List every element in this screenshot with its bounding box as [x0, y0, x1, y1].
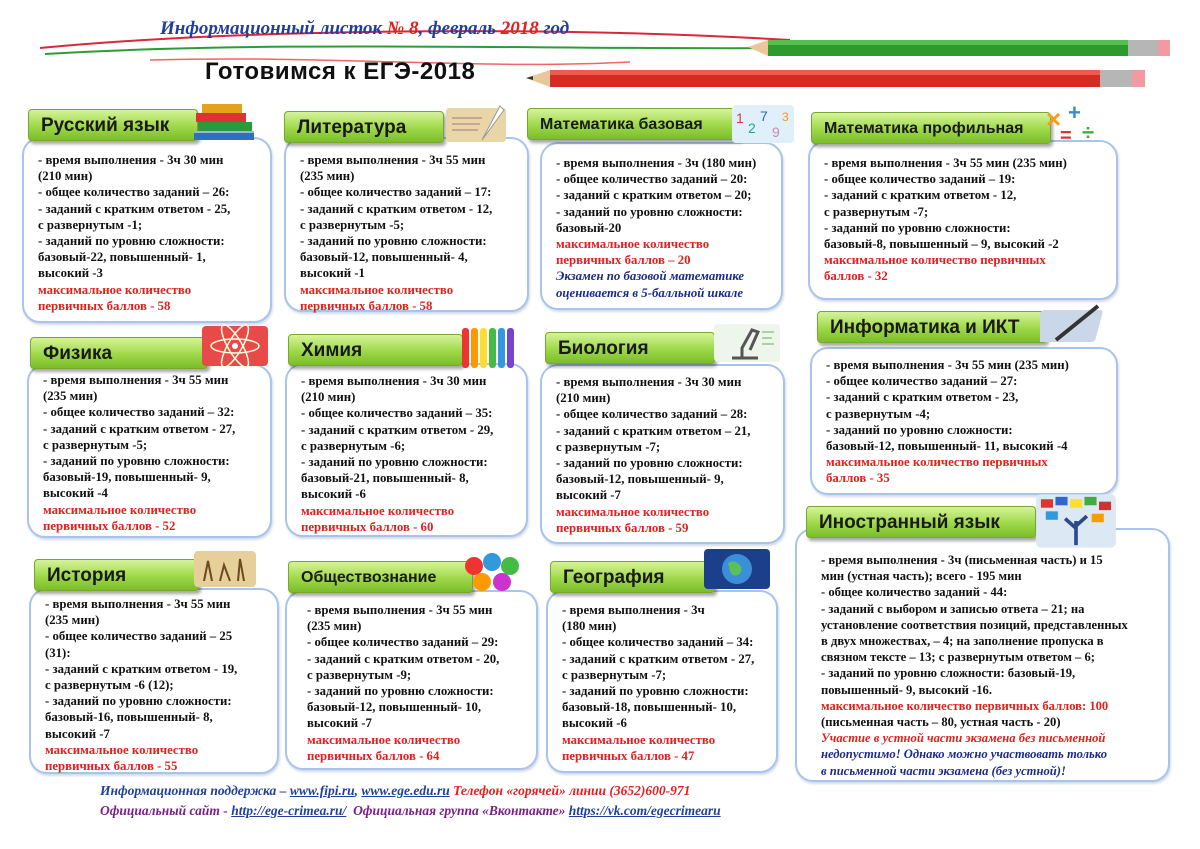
info-sheet-heading: Информационный листок № 8, февраль 2018 год	[160, 18, 570, 39]
card-foreign: - время выполнения - 3ч (письменная часть) и 15 мин (устная часть); всего - 195 мин - общее количество заданий - 44: - заданий с выбором и записью ответа – 21; на установление соответствия позиций, представленных в двух множествах, – 4; на заполнение пропуска в связном тексте – 13; с развернутым ответом – 6; - заданий по уровню сложности: базовый-19, повышенный- 9, высокий -16. максимальное количество первичных баллов: 100 (письменная часть – 80, устная часть - 20) Участие в устной части экзамена без письменной недопустимо! Однако можно участвовать только в письменной части экзамена (без устной)!	[795, 528, 1170, 782]
svg-text:3: 3	[782, 110, 789, 124]
pen-tablet-icon	[1040, 300, 1110, 348]
card-math-profile: - время выполнения - 3ч 55 мин (235 мин) - общее количество заданий – 19: - заданий с кратким ответом - 12, с развернутым -7; - заданий по уровню сложности: базовый-8, повышенный – 9, высокий -2 максимальное количество первичных баллов - 32	[808, 140, 1118, 300]
papyrus-icon	[190, 545, 260, 593]
hotline-phone: Телефон «горячей» линии (3652)600-971	[453, 783, 691, 798]
svg-text:1: 1	[736, 110, 744, 126]
card-social: - время выполнения - 3ч 55 мин (235 мин) - общее количество заданий – 29: - заданий с кратким ответом - 20, с развернутым -9; - заданий по уровню сложности: базовый-12, повышенный- 10, высокий -7 максимальное количество первичных баллов - 64	[285, 590, 538, 770]
link-vk-group[interactable]: https://vk.com/egecrimearu	[568, 803, 721, 818]
tab-math-base: Математика базовая	[527, 108, 742, 140]
card-russian: - время выполнения - 3ч 30 мин (210 мин) - общее количество заданий – 26: - заданий с кратким ответом - 25, с развернутым -1; - заданий по уровню сложности: базовый-22, повышенный- 1, высокий -3 максимальное количество первичных баллов - 58	[22, 137, 272, 323]
atom-icon	[200, 322, 270, 370]
globe-icon	[702, 545, 772, 593]
svg-text:+: +	[1068, 100, 1081, 125]
test-tubes-icon	[456, 324, 526, 372]
card-math-base: - время выполнения - 3ч (180 мин) - общее количество заданий – 20: - заданий с кратким ответом – 20; - заданий по уровню сложности: базовый-20 максимальное количество первичных баллов – 20 Экзамен по базовой математике оценивается в 5-балльной шкале	[540, 142, 783, 310]
card-biology: - время выполнения - 3ч 30 мин (210 мин) - общее количество заданий – 28: - заданий с кратким ответом – 21, с развернутым -7; - заданий по уровню сложности: базовый-12, повышенный- 9, высокий -7 максимальное количество первичных баллов - 59	[540, 364, 785, 544]
issue-number: № 8	[386, 18, 419, 39]
footer-support: Информационная поддержка – www.fipi.ru, www.ege.edu.ru Телефон «горячей» линии (3652)600-971	[100, 783, 691, 798]
card-geography: - время выполнения - 3ч (180 мин) - общее количество заданий – 34: - заданий с кратким ответом - 27, с развернутым -7; - заданий по уровню сложности: базовый-18, повышенный- 10, высокий -6 максимальное количество первичных баллов - 47	[546, 590, 778, 773]
tab-history: История	[34, 559, 199, 591]
card-physics: - время выполнения - 3ч 55 мин (235 мин) - общее количество заданий – 32: - заданий с кратким ответом - 27, с развернутым -5; - заданий по уровню сложности: базовый-19, повышенный- 9, высокий -4 максимальное количество первичных баллов - 52	[27, 364, 272, 538]
tab-physics: Физика	[30, 337, 208, 369]
flags-tree-icon	[1030, 492, 1122, 550]
svg-text:=: =	[1060, 125, 1072, 146]
tab-social: Обществознание	[288, 561, 473, 593]
tab-informatics: Информатика и ИКТ	[817, 311, 1047, 343]
puzzle-icon	[460, 548, 530, 596]
microscope-icon	[712, 318, 782, 366]
tab-foreign: Иностранный язык	[806, 506, 1036, 538]
tab-math-profile: Математика профильная	[811, 112, 1051, 144]
svg-text:9: 9	[772, 124, 780, 140]
svg-text:7: 7	[760, 108, 768, 124]
card-history: - время выполнения - 3ч 55 мин (235 мин) - общее количество заданий – 25 (31): - заданий с кратким ответом - 19, с развернутым -6 (12); - заданий по уровню сложности: базовый-16, повышенный- 8, высокий -7 максимальное количество первичных баллов - 55	[29, 588, 279, 774]
card-literature: - время выполнения - 3ч 55 мин (235 мин) - общее количество заданий – 17: - заданий с кратким ответом - 12, с развернутым -5; - заданий по уровню сложности: базовый-12, повышенный- 4, высокий -1 максимальное количество первичных баллов - 58	[284, 137, 529, 312]
tab-russian: Русский язык	[28, 109, 198, 141]
year: 2018	[500, 18, 539, 39]
page-title: Готовимся к ЕГЭ-2018	[205, 58, 476, 85]
link-official-site[interactable]: http://ege-crimea.ru/	[231, 803, 347, 818]
tab-chemistry: Химия	[288, 334, 463, 366]
svg-text:÷: ÷	[1082, 120, 1095, 145]
link-ege-edu[interactable]: www.ege.edu.ru	[361, 783, 450, 798]
link-fipi[interactable]: www.fipi.ru	[289, 783, 355, 798]
tab-geography: География	[550, 561, 715, 593]
tab-literature: Литература	[284, 111, 444, 143]
footer-official: Официальный сайт - http://ege-crimea.ru/ Официальная группа «Вконтакте» https://vk.com/egecrimearu	[100, 803, 721, 818]
books-icon	[190, 97, 260, 145]
card-chemistry: - время выполнения - 3ч 30 мин (210 мин) - общее количество заданий – 35: - заданий с кратким ответом - 29, с развернутым -6; - заданий по уровню сложности: базовый-21, повышенный- 8, высокий -6 максимальное количество первичных баллов - 60	[285, 363, 528, 537]
svg-text:2: 2	[748, 120, 756, 136]
card-informatics: - время выполнения - 3ч 55 мин (235 мин) - общее количество заданий – 27: - заданий с кратким ответом - 23, с развернутым -4; - заданий по уровню сложности: базовый-12, повышенный- 11, высокий -4 максимальное количество первичных баллов - 35	[810, 347, 1118, 495]
svg-text:×: ×	[1046, 104, 1062, 134]
quill-icon	[442, 100, 512, 148]
tab-biology: Биология	[545, 332, 715, 364]
math-symbols-icon	[1042, 98, 1112, 146]
numbers-icon	[728, 99, 798, 147]
